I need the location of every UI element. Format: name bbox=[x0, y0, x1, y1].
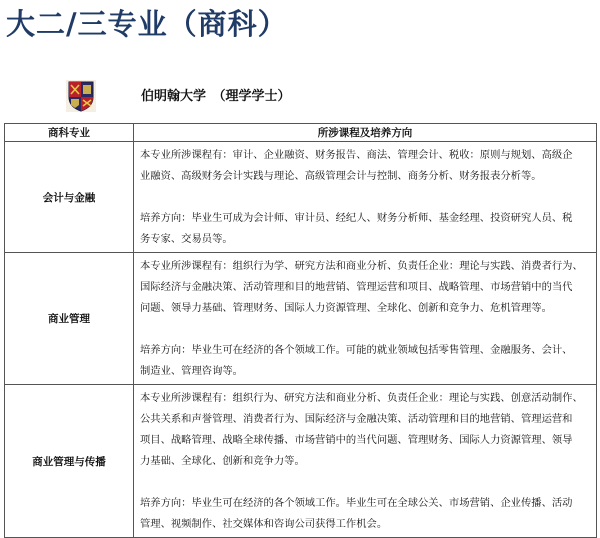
career-line: 制造业、管理咨询等。 bbox=[140, 365, 243, 377]
courses-line: 公共关系和声誉管理、消费者行为、国际经济与金融决策、活动管理和目的地营销、管理运营和 bbox=[140, 413, 573, 425]
major-table bbox=[4, 123, 597, 538]
major-description bbox=[134, 253, 597, 385]
courses-line: 国际经济与金融决策、活动管理和目的地营销、管理运营和项目、战略管理、市场营销中的当代 bbox=[140, 281, 573, 293]
courses-line: 本专业所涉课程有：组织行为、研究方法和商业分析、负责任企业：理论与实践、创意活动制作、 bbox=[140, 392, 583, 404]
major-name: 会计与金融 bbox=[5, 142, 134, 253]
courses-line: 项目、战略管理、战略全球传播、市场营销中的当代问题、管理财务、国际人力资源管理、领导 bbox=[140, 434, 573, 446]
table-row bbox=[5, 385, 597, 538]
major-name: 商业管理与传播 bbox=[5, 385, 134, 538]
major-description bbox=[134, 142, 597, 253]
courses-line: 本专业所涉课程有：组织行为学、研究方法和商业分析、负责任企业：理论与实践、消费者行为、 bbox=[140, 260, 583, 272]
courses-line: 业融资、高级财务会计实践与理论、高级管理会计与控制、商务分析、财务报表分析等。 bbox=[140, 170, 542, 182]
major-name: 商业管理 bbox=[5, 253, 134, 385]
career-line: 务专家、交易员等。 bbox=[140, 233, 233, 245]
page-title: 大二/三专业（商科） bbox=[6, 7, 288, 41]
courses-line: 本专业所涉课程有：审计、企业融资、财务报告、商法、管理会计、税收：原则与规划、高级企 bbox=[140, 149, 573, 161]
major-description bbox=[134, 385, 597, 538]
career-line: 培养方向：毕业生可成为会计师、审计员、经纪人、财务分析师、基金经理、投资研究人员、税 bbox=[140, 212, 573, 224]
table-header-row bbox=[5, 124, 597, 142]
column-header-courses: 所涉课程及培养方向 bbox=[134, 124, 597, 142]
courses-line: 力基础、全球化、创新和竞争力等。 bbox=[140, 455, 305, 467]
courses-line: 问题、领导力基础、管理财务、国际人力资源管理、全球化、创新和竞争力、危机管理等。 bbox=[140, 302, 552, 314]
university-name: 伯明翰大学 （理学学士） bbox=[141, 89, 291, 104]
career-line: 培养方向：毕业生可在经济的各个领域工作。毕业生可在全球公关、市场营销、企业传播、活动 bbox=[140, 497, 573, 509]
career-line: 管理、视频制作、社交媒体和咨询公司获得工作机会。 bbox=[140, 518, 388, 530]
table-row bbox=[5, 253, 597, 385]
table-row bbox=[5, 142, 597, 253]
column-header-major: 商科专业 bbox=[5, 124, 134, 142]
career-line: 培养方向：毕业生可在经济的各个领域工作。可能的就业领域包括零售管理、金融服务、会计、 bbox=[140, 344, 573, 356]
birmingham-crest-icon bbox=[66, 80, 96, 112]
